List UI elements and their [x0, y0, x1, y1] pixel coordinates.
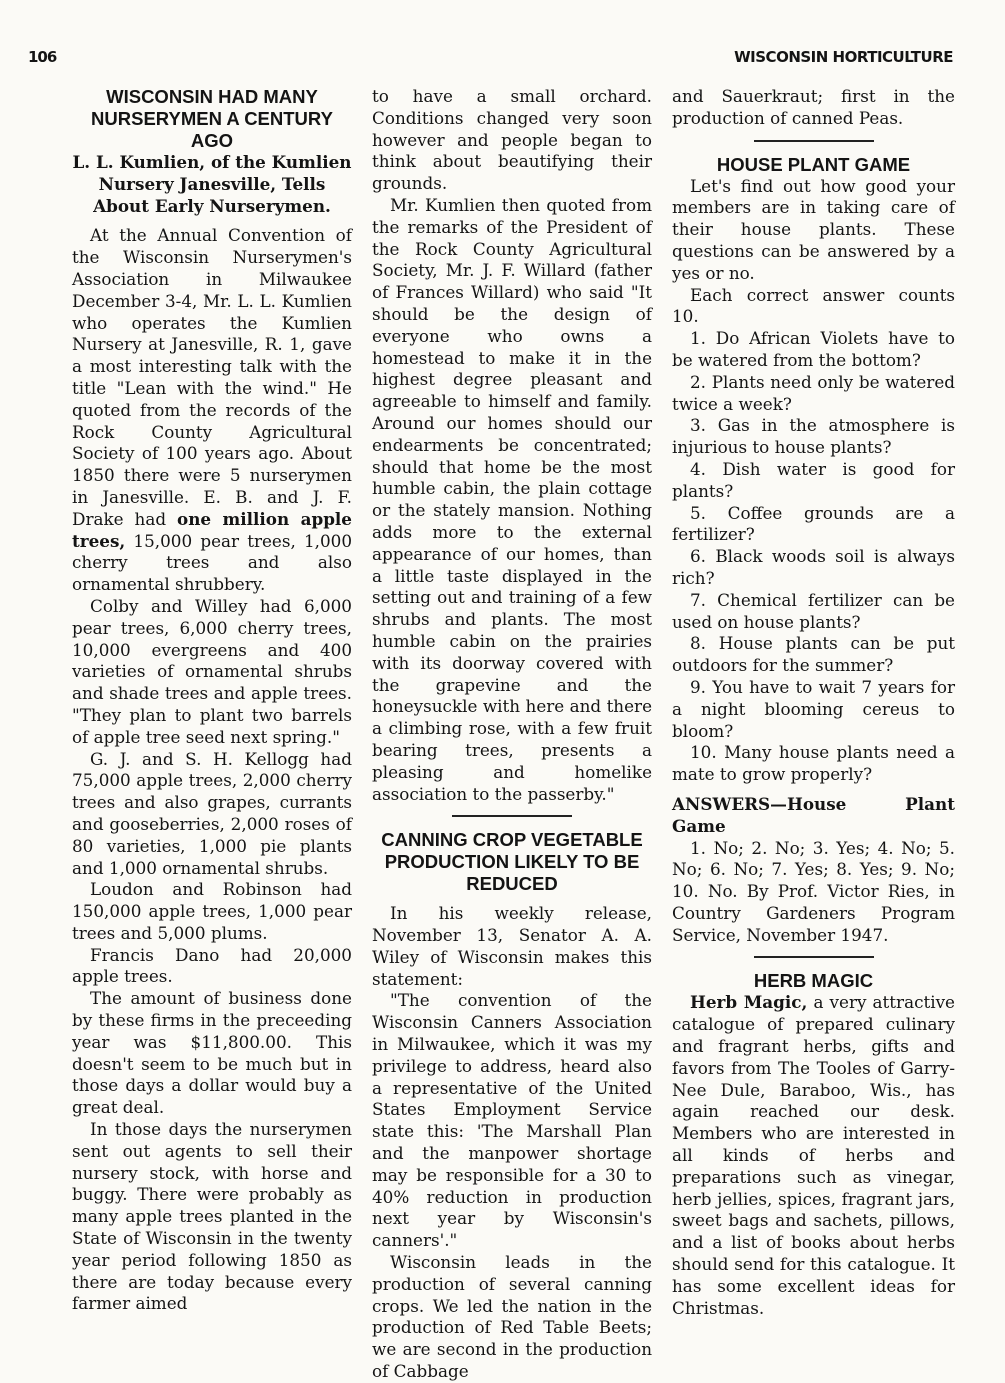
page-header: [28, 48, 953, 72]
paragraph: Let's find out how good your members are in taking care of their house plants. These questions can be answered by a yes or no.: [672, 175, 955, 283]
paragraph: Each correct answer counts 10.: [672, 284, 955, 327]
question: 6. Black woods soil is always rich?: [672, 546, 955, 588]
question: 1. Do African Violets have to be watered from the bottom?: [672, 328, 955, 370]
answers: 1. No; 2. No; 3. Yes; 4. No; 5. No; 6. No; 7. Yes; 8. Yes; 9. No; 10. No. By Prof. Victor Ries, in Country Gardeners Program Service, November 1947.: [672, 837, 955, 945]
paragraph: Francis Dano had 20,000 apple trees.: [72, 944, 352, 987]
running-head: WISCONSIN HORTICULTURE: [734, 48, 953, 66]
divider-rule: [754, 140, 874, 142]
article-title: HOUSE PLANT GAME: [716, 153, 911, 175]
column-3: [672, 86, 955, 1319]
paragraph-continued: and Sauerkraut; first in the production of canned Peas.: [672, 86, 955, 128]
question: 3. Gas in the atmosphere is injurious to house plants?: [672, 415, 955, 458]
paragraph: Herb Magic, a very attractive catalogue of prepared culinary and fragrant herbs, gifts and favors from The Tooles of Garry-Nee Dule, Baraboo, Wis., has again reached our desk. Members who are interested in all kinds of herbs and preparations such as vinegar, herb jellies, spices, fragrant jars, sweet bags and sachets, pillows, and a list of books about herbs should send for this catalogue. It has some excellent ideas for Christmas.: [672, 992, 955, 1318]
paragraph: Wisconsin leads in the production of several canning crops. We led the nation in the production of Red Table Beets; we are second in the production of Cabbage: [372, 1252, 652, 1382]
answers-heading: ANSWERS—House Plant Game: [672, 793, 955, 836]
question: 4. Dish water is good for plants?: [672, 458, 955, 501]
question: 5. Coffee grounds are a fertilizer?: [672, 502, 955, 545]
question: 8. House plants can be put outdoors for the summer?: [672, 633, 955, 676]
article-byline: L. L. Kumlien, of the Kumlien Nursery Janesville, Tells About Early Nurserymen.: [72, 152, 352, 216]
question: 10. Many house plants need a mate to grow properly?: [672, 742, 955, 785]
question: 7. Chemical fertilizer can be used on house plants?: [672, 589, 955, 632]
article-title: CANNING CROP VEGETABLE PRODUCTION LIKELY TO BE REDUCED: [381, 829, 643, 895]
question: 9. You have to wait 7 years for a night blooming cereus to bloom?: [672, 676, 955, 741]
article-title: HERB MAGIC: [753, 970, 874, 992]
paragraph: In his weekly release, November 13, Senator A. A. Wiley of Wisconsin makes this statement:: [372, 903, 652, 989]
divider-rule: [754, 956, 874, 958]
paragraph: Colby and Willey had 6,000 pear trees, 6,000 cherry trees, 10,000 evergreens and 400 varieties of ornamental shrubs and shade trees and apple trees. "They plan to plant two barrels of apple tree seed next spring.": [72, 595, 352, 747]
paragraph: The amount of business done by these firms in the preceeding year was $11,800.00. This doesn't seem to be much but in those days a dollar would buy a great deal.: [72, 988, 352, 1118]
page-number: 106: [28, 48, 57, 66]
paragraph: At the Annual Convention of the Wisconsin Nurserymen's Association in Milwaukee December 3-4, Mr. L. L. Kumlien who operates the Kumlien Nursery at Janesville, R. 1, gave a most interesting talk with the title "Lean with the wind." He quoted from the records of the Rock County Agricultural Society of 100 years ago. About 1850 there were 5 nurserymen in Janesville. E. B. and J. F. Drake had one million apple trees, 15,000 pear trees, 1,000 cherry trees and also ornamental shrubbery.: [72, 225, 352, 595]
column-2: [372, 86, 652, 1383]
paragraph: In those days the nurserymen sent out agents to sell their nursery stock, with horse and buggy. There were probably as many apple trees planted in the State of Wisconsin in the twenty year period following 1850 as there are today because every farmer aimed: [72, 1119, 352, 1314]
paragraph: Loudon and Robinson had 150,000 apple trees, 1,000 pear trees and 5,000 plums.: [72, 879, 352, 943]
column-1: [72, 86, 352, 1315]
question: 2. Plants need only be watered twice a week?: [672, 371, 955, 414]
paragraph-continued: to have a small orchard. Conditions changed very soon however and people began to think about beautifying their grounds.: [372, 86, 652, 194]
paragraph: G. J. and S. H. Kellogg had 75,000 apple trees, 2,000 cherry trees and also grapes, currants and gooseberries, 2,000 roses of 80 varieties, 1,000 pie plants and 1,000 ornamental shrubs.: [72, 748, 352, 878]
article-title: WISCONSIN HAD MANY NURSERYMEN A CENTURY AGO: [91, 86, 333, 151]
paragraph: Mr. Kumlien then quoted from the remarks of the President of the Rock County Agricultural Society, Mr. J. F. Willard (father of Frances Willard) who said "It should be the design of everyone who owns a homestead to make it in the highest degree pleasant and agreeable to himself and family. Around our homes should our endearments be concentrated; should that home be the most humble cabin, the plain cottage or the stately mansion. Nothing adds more to the external appearance of our homes, than a little taste displayed in the setting out and training of a few shrubs and plants. The most humble cabin on the prairies with its doorway covered with the grapevine and the honeysuckle with here and there a climbing rose, with a few fruit bearing trees, presents a pleasing and homelike association to the passerby.": [372, 194, 652, 804]
divider-rule: [452, 815, 572, 817]
paragraph: "The convention of the Wisconsin Canners Association in Milwaukee, which it was my privilege to address, heard also a representative of the United States Employment Service state this: 'The Marshall Plan and the manpower shortage may be responsible for a 30 to 40% reduction in production next year by Wisconsin's canners'.": [372, 990, 652, 1251]
